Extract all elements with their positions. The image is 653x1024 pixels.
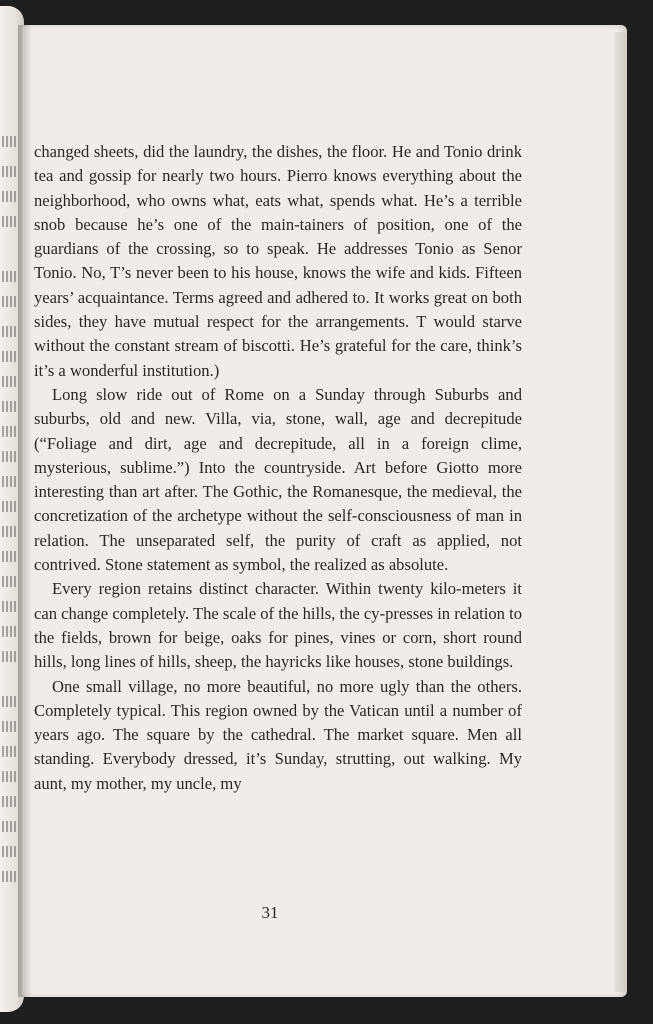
paragraph: changed sheets, did the laundry, the dishes, the floor. He and Tonio drink tea and gossip for nearly two hours. Pierro knows everything about the neighborhood, who owns what, eats what, spends what. He’s a terrible snob because he’s one of the main-tainers of position, one of the guardians of the crossing, so to speak. He addresses Tonio as Senor Tonio. No, T’s never been to his house, knows the wife and kids. Fifteen years’ acquaintance. Terms agreed and adhered to. It works great on both sides, they have mutual respect for the arrangements. T would starve without the constant stream of biscotti. He’s grateful for the care, think’s it’s a wonderful institution.) <box>34 142 522 380</box>
bleed-through-text <box>2 651 18 662</box>
paragraph: Long slow ride out of Rome on a Sunday through Suburbs and suburbs, old and new. Villa, via, stone, wall, age and decrepitude (“Foliage and dirt, age and decrepitude, all in a foreign clime, mysterious, sublime.”) Into the countryside. Art before Giotto more interesting than art after. The Gothic, the Romanesque, the medieval, the concretization of the archetype without the self-consciousness of man in relation. The unseparated self, the purity of craft as applied, not contrived. Stone statement as symbol, the realized as absolute. <box>34 384 522 575</box>
bleed-through-text <box>2 696 18 707</box>
bleed-through-text <box>2 216 18 227</box>
bleed-through-text <box>2 166 18 177</box>
bleed-through-text <box>2 721 18 732</box>
bleed-through-text <box>2 451 18 462</box>
bleed-through-text <box>2 191 18 202</box>
bleed-through-text <box>2 501 18 512</box>
page-number: 31 <box>261 903 279 922</box>
bleed-through-text <box>2 551 18 562</box>
bleed-through-text <box>2 271 18 282</box>
bleed-through-text <box>2 746 18 757</box>
bleed-through-text <box>2 526 18 537</box>
body-text <box>34 140 522 796</box>
bleed-through-text <box>2 601 18 612</box>
bleed-through-text <box>2 771 18 782</box>
bleed-through-text <box>2 326 18 337</box>
paragraph: Every region retains distinct character. Within twenty kilo-meters it can change completely. The scale of the hills, the cy-presses in relation to the fields, brown for beige, oaks for pines, vines or corn, short round hills, long lines of hills, sheep, the hayricks like houses, stone buildings. <box>34 579 522 672</box>
bleed-through-text <box>2 376 18 387</box>
bleed-through-text <box>2 576 18 587</box>
bleed-through-text <box>2 846 18 857</box>
page-stack-edge <box>614 32 627 992</box>
bleed-through-text <box>2 871 18 882</box>
bleed-through-text <box>2 401 18 412</box>
bleed-through-text <box>2 351 18 362</box>
bleed-through-text <box>2 796 18 807</box>
bleed-through-text <box>2 426 18 437</box>
paragraph: One small village, no more beautiful, no more ugly than the others. Completely typical. This region owned by the Vatican until a number of years ago. The square by the cathedral. The market square. Men all standing. Everybody dressed, it’s Sunday, strutting, out walking. My aunt, my mother, my uncle, my <box>34 676 522 793</box>
bleed-through-text <box>2 626 18 637</box>
gutter-shadow <box>18 25 32 997</box>
bleed-through-text <box>2 821 18 832</box>
bleed-through-text <box>2 136 18 147</box>
bleed-through-text <box>2 476 18 487</box>
bleed-through-text <box>2 296 18 307</box>
